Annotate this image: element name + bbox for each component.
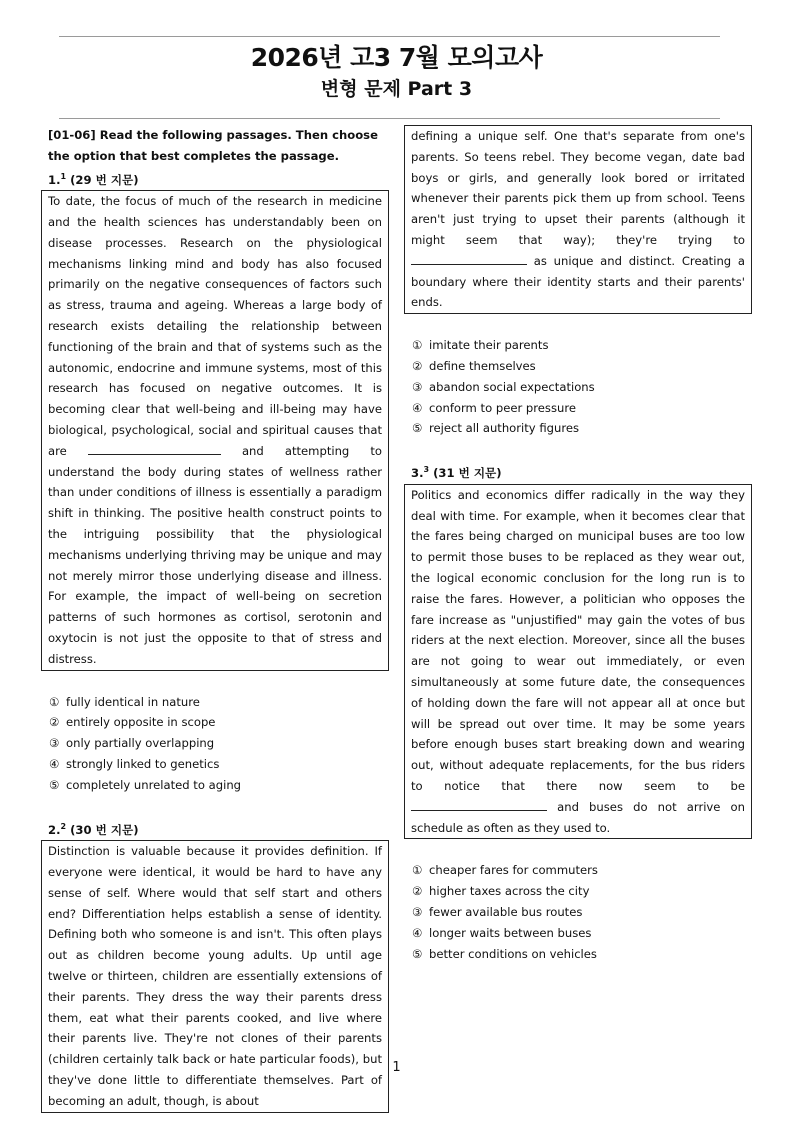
option-marker: ④	[49, 756, 60, 771]
option-marker: ②	[412, 358, 423, 373]
left-column	[41, 125, 389, 1113]
question-2-options	[404, 335, 752, 439]
option-marker: ②	[49, 715, 60, 730]
option-text: abandon social expectations	[429, 379, 595, 394]
option-item[interactable]	[41, 775, 389, 796]
page-subtitle: 변형 문제 Part 3	[320, 78, 473, 100]
question-source: (30 번 지문)	[70, 822, 139, 837]
option-text: fewer available bus routes	[429, 904, 583, 919]
option-item[interactable]	[404, 923, 752, 944]
question-number: 2.	[48, 822, 61, 837]
header-rule	[59, 118, 720, 119]
option-marker: ①	[412, 338, 423, 353]
passage-text: as unique and distinct. Creating a boundary where their identity starts and their parents' ends.	[411, 253, 746, 310]
option-item[interactable]	[41, 733, 389, 754]
option-item[interactable]	[41, 692, 389, 713]
option-marker: ①	[412, 863, 423, 878]
passage-text: To date, the focus of much of the research in medicine and the health sciences has understandably been on disease processes. Research on the physiological mechanisms linking mind and body has also focused primarily on the negative consequences of factors such as stress, trauma and ageing. Whereas a large body of research exists detailing the relationship between functioning of the brain and that of systems such as the autonomic, endocrine and immune systems, most of this research has focused on negative outcomes. It is becoming clear that well-being and ill-being may have biological, psychological, social and spiritual causes that are	[48, 194, 382, 458]
option-item[interactable]	[404, 418, 752, 439]
option-text: cheaper fares for commuters	[429, 863, 598, 878]
footnote-marker: 2	[60, 821, 67, 831]
question-1-passage	[41, 190, 389, 670]
question-2-passage-part2	[404, 125, 752, 314]
option-marker: ③	[49, 736, 60, 751]
question-1-header	[41, 167, 389, 191]
option-item[interactable]	[404, 944, 752, 965]
question-1-options	[41, 692, 389, 796]
option-text: fully identical in nature	[66, 694, 200, 709]
option-item[interactable]	[404, 881, 752, 902]
page-title: 2026년 고3 7월 모의고사	[250, 43, 543, 72]
option-item[interactable]	[404, 335, 752, 356]
question-source: (29 번 지문)	[70, 172, 139, 187]
option-marker: ④	[412, 400, 423, 415]
passage-text: Politics and economics differ radically in the way they deal with time. For example, when it becomes clear that the fares being charged on municipal buses are too low to permit those buses to be replaced as they wear out, the logical economic conclusion for the long run is to raise the fares. However, a politician who opposes the fare increase as "unjustified" may gain the votes of bus riders at the next election. Moreover, since all the buses are not going to wear out immediately, or even simultaneously at some future date, the consequences of holding down the fare will not appear all at once but will be spread out over time. It may be some years before enough buses start breaking down and wearing out, without adequate replacements, for the bus riders to notice that there now seem to be	[411, 487, 745, 793]
answer-blank	[88, 443, 221, 455]
option-text: strongly linked to genetics	[66, 756, 220, 771]
question-3-passage	[404, 484, 752, 840]
passage-text: Distinction is valuable because it provides definition. If everyone were identical, it would be hard to have any sense of self. Where would that self start and others end? Differentiation helps establish a sense of identity. Defining both who someone is and isn't. This often plays out as children become young adults. Up until age twelve or thirteen, children are essentially extensions of their parents. They dress the way their parents dress them, eat what their parents cooked, and live where their parents live. They're not clones of their parents (children certainly talk back or hate particular foods), but they've done little to differentiate themselves. Part of becoming an adult, though, is about	[48, 844, 382, 1108]
option-text: higher taxes across the city	[429, 884, 590, 899]
option-item[interactable]	[41, 754, 389, 775]
option-marker: ④	[412, 925, 423, 940]
option-item[interactable]	[404, 902, 752, 923]
question-3-header	[404, 460, 752, 484]
instructions: [01-06] Read the following passages. Then choose the option that best completes the passage.	[48, 128, 378, 163]
passage-text: and buses do not arrive on schedule as often as they used to.	[411, 799, 745, 835]
question-number: 1.	[48, 172, 61, 187]
option-marker: ⑤	[49, 777, 60, 792]
option-marker: ②	[412, 884, 423, 899]
passage-text: defining a unique self. One that's separate from one's parents. So teens rebel. They become vegan, date bad boys or girls, and generally look bored or irritated whenever their parents pick them up from school. Teens aren't just trying to upset their parents (although it might seem that way); they're trying to	[411, 129, 745, 247]
top-rule	[59, 36, 720, 37]
footnote-marker: 1	[60, 171, 67, 181]
option-marker: ⑤	[412, 946, 423, 961]
question-3-options	[404, 860, 752, 964]
page-number: 1	[392, 1060, 401, 1075]
option-item[interactable]	[404, 860, 752, 881]
option-marker: ⑤	[412, 421, 423, 436]
option-text: define themselves	[429, 358, 536, 373]
option-item[interactable]	[404, 377, 752, 398]
option-text: completely unrelated to aging	[66, 777, 242, 792]
answer-blank	[411, 253, 527, 265]
option-text: reject all authority figures	[429, 421, 580, 436]
answer-blank	[411, 799, 547, 811]
option-item[interactable]	[41, 712, 389, 733]
option-marker: ③	[412, 379, 423, 394]
option-text: conform to peer pressure	[429, 400, 577, 415]
option-text: better conditions on vehicles	[429, 946, 597, 961]
option-item[interactable]	[404, 356, 752, 377]
option-marker: ①	[49, 694, 60, 709]
right-column	[404, 125, 752, 964]
question-number: 3.	[411, 466, 424, 481]
option-item[interactable]	[404, 398, 752, 419]
passage-text: and attempting to understand the body during states of wellness rather than under conditions of illness is essentially a paradigm shift in thinking. The positive health construct points to the intriguing possibility that the physiological mechanisms underlying thriving may be unique and may not merely mirror those underlying disease and illness. For example, the impact of well-being on secretion patterns of such hormones as cortisol, serotonin and oxytocin is not just the opposite to that of stress and distress.	[48, 443, 383, 666]
option-text: only partially overlapping	[66, 736, 215, 751]
option-marker: ③	[412, 904, 423, 919]
question-2-header	[41, 817, 389, 841]
footnote-marker: 3	[423, 465, 430, 475]
option-text: longer waits between buses	[429, 925, 592, 940]
option-text: imitate their parents	[429, 338, 549, 353]
question-source: (31 번 지문)	[433, 466, 502, 481]
option-text: entirely opposite in scope	[66, 715, 216, 730]
